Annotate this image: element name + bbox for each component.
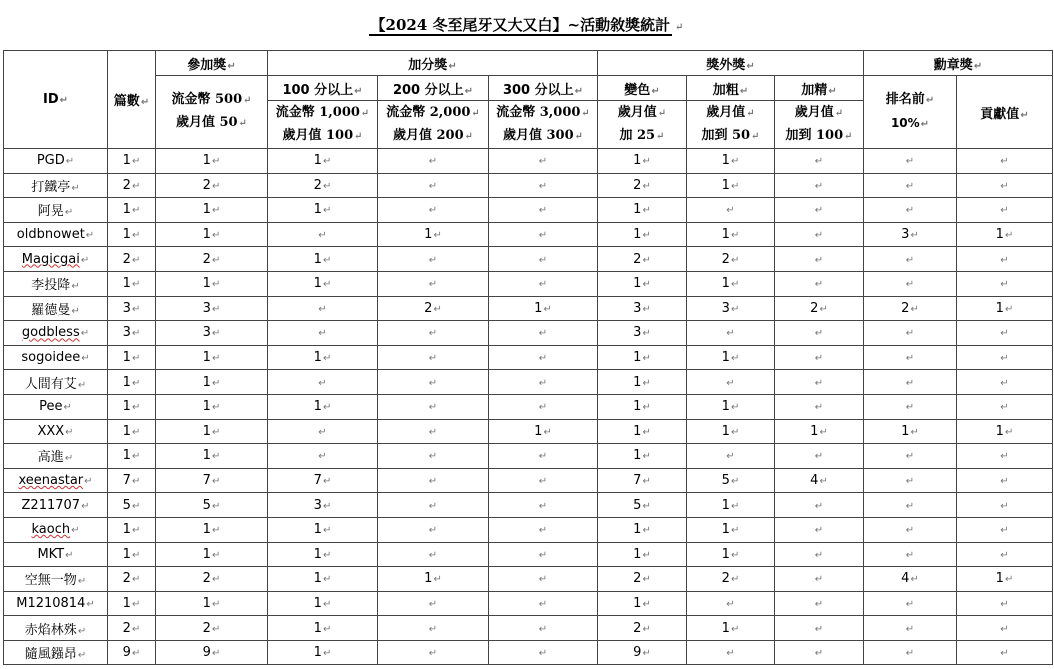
cell-fine: 4↵ [775,468,864,493]
cell-b100: ↵ [268,296,378,321]
cell-participation: 2↵ [156,173,268,198]
member-id-cell: 阿晃↵ [4,198,108,223]
cell-count: 2↵ [108,567,156,592]
cell-participation: 7↵ [156,468,268,493]
cell-participation: 1↵ [156,394,268,419]
cell-bold: 1↵ [687,394,775,419]
cell-participation: 1↵ [156,444,268,469]
cell-fine: ↵ [775,271,864,296]
cell-color: 9↵ [598,640,687,665]
cell-color: 1↵ [598,222,687,247]
cell-participation: 1↵ [156,271,268,296]
member-id-cell: 高進↵ [4,444,108,469]
member-id-cell: 打鐵亭↵ [4,173,108,198]
cell-bold: ↵ [687,370,775,395]
cell-b100: ↵ [268,370,378,395]
cell-color: 1↵ [598,517,687,542]
cell-contrib: 1↵ [957,567,1053,592]
cell-b300: 1↵ [489,419,598,444]
cell-color: 1↵ [598,419,687,444]
cell-contrib: ↵ [957,517,1053,542]
cell-b100: 1↵ [268,591,378,616]
table-row [4,222,1053,247]
cell-color: 5↵ [598,493,687,518]
cell-contrib: ↵ [957,394,1053,419]
cell-fine: ↵ [775,616,864,641]
cell-b100: 1↵ [268,616,378,641]
cell-count: 1↵ [108,394,156,419]
cell-fine: ↵ [775,173,864,198]
cell-bold: ↵ [687,640,775,665]
cell-fine: ↵ [775,567,864,592]
cell-fine: ↵ [775,345,864,370]
cell-b200: 1↵ [378,567,489,592]
header-bonus-300: 300 分以上↵ [489,76,598,101]
cell-b200: ↵ [378,345,489,370]
cell-b300: ↵ [489,198,598,223]
cell-bold: 1↵ [687,345,775,370]
cell-contrib: 1↵ [957,419,1053,444]
cell-bold: 1↵ [687,271,775,296]
cell-count: 1↵ [108,444,156,469]
member-id-cell: Magicgai↵ [4,247,108,272]
cell-b100: 1↵ [268,567,378,592]
cell-b100: ↵ [268,444,378,469]
header-bonus: 加分獎↵ [268,51,598,76]
cell-contrib: 1↵ [957,296,1053,321]
cell-contrib: ↵ [957,370,1053,395]
cell-color: 2↵ [598,616,687,641]
cell-contrib: ↵ [957,444,1053,469]
header-bonus-100-detail: 流金幣 1,000↵ 歲月值 100↵ [268,101,378,149]
cell-rank: ↵ [864,640,957,665]
cell-contrib: ↵ [957,616,1053,641]
cell-b100: ↵ [268,222,378,247]
table-row [4,591,1053,616]
cell-b200: 1↵ [378,222,489,247]
cell-bold: ↵ [687,198,775,223]
cell-b200: ↵ [378,517,489,542]
cell-count: 2↵ [108,616,156,641]
member-id-cell: 赤焰林殊↵ [4,616,108,641]
cell-contrib: ↵ [957,321,1053,346]
cell-participation: 1↵ [156,149,268,174]
cell-fine: ↵ [775,640,864,665]
cell-contrib: ↵ [957,345,1053,370]
member-id-cell: Z211707↵ [4,493,108,518]
cell-bold: 1↵ [687,149,775,174]
cell-contrib: ↵ [957,640,1053,665]
header-medal-rank: 排名前↵ 10%↵ [864,76,957,149]
cell-bold: 1↵ [687,222,775,247]
cell-contrib: ↵ [957,198,1053,223]
document-title: 【2024 冬至尾牙又大又白】~活動敘獎統計 ↵ [370,16,684,34]
cell-color: 1↵ [598,591,687,616]
table-row [4,345,1053,370]
cell-bold: 2↵ [687,247,775,272]
cell-fine: ↵ [775,222,864,247]
cell-b100: 1↵ [268,198,378,223]
cell-b300: ↵ [489,493,598,518]
table-row [4,321,1053,346]
cell-b300: ↵ [489,616,598,641]
cell-b100: 1↵ [268,517,378,542]
header-id: ID↵ [4,51,108,149]
cell-color: 1↵ [598,444,687,469]
member-id-cell: 羅德曼↵ [4,296,108,321]
table-row [4,542,1053,567]
table-row [4,640,1053,665]
cell-bold: 1↵ [687,419,775,444]
header-bonus-300-detail: 流金幣 3,000↵ 歲月值 300↵ [489,101,598,149]
cell-rank: ↵ [864,444,957,469]
cell-count: 2↵ [108,173,156,198]
cell-rank: 1↵ [864,419,957,444]
cell-count: 5↵ [108,493,156,518]
header-participation: 參加獎↵ [156,51,268,76]
cell-bold: 1↵ [687,493,775,518]
cell-b300: 1↵ [489,296,598,321]
cell-color: 1↵ [598,149,687,174]
cell-b300: ↵ [489,640,598,665]
header-participation-detail: 流金幣 500↵ 歲月值 50↵ [156,76,268,149]
cell-contrib: ↵ [957,591,1053,616]
cell-color: 2↵ [598,173,687,198]
cell-count: 7↵ [108,468,156,493]
cell-participation: 5↵ [156,493,268,518]
table-row [4,247,1053,272]
cell-b200: ↵ [378,444,489,469]
header-extra-fine-detail: 歲月值↵ 加到 100↵ [775,101,864,149]
cell-bold: 1↵ [687,173,775,198]
cell-count: 1↵ [108,198,156,223]
header-extra-fine: 加精↵ [775,76,864,101]
table-row [4,419,1053,444]
cell-rank: ↵ [864,493,957,518]
cell-b200: ↵ [378,271,489,296]
member-id-cell: 李投降↵ [4,271,108,296]
cell-contrib: ↵ [957,173,1053,198]
cell-count: 9↵ [108,640,156,665]
cell-participation: 1↵ [156,419,268,444]
cell-participation: 1↵ [156,542,268,567]
cell-count: 1↵ [108,419,156,444]
cell-rank: 3↵ [864,222,957,247]
cell-b200: ↵ [378,321,489,346]
cell-rank: ↵ [864,271,957,296]
cell-b100: 1↵ [268,542,378,567]
cell-bold: 2↵ [687,567,775,592]
cell-b300: ↵ [489,345,598,370]
member-id-cell: M1210814↵ [4,591,108,616]
cell-participation: 1↵ [156,517,268,542]
cell-bold: 5↵ [687,468,775,493]
cell-count: 1↵ [108,222,156,247]
cell-contrib: ↵ [957,271,1053,296]
cell-b100: 2↵ [268,173,378,198]
member-id-cell: xeenastar↵ [4,468,108,493]
cell-bold: 3↵ [687,296,775,321]
cell-fine: ↵ [775,149,864,174]
cell-contrib: ↵ [957,542,1053,567]
cell-rank: 2↵ [864,296,957,321]
member-id-cell: 人間有艾↵ [4,370,108,395]
cell-b300: ↵ [489,517,598,542]
cell-count: 1↵ [108,542,156,567]
header-extra: 獎外獎↵ [598,51,864,76]
cell-rank: ↵ [864,591,957,616]
cell-bold: ↵ [687,444,775,469]
cell-b100: 1↵ [268,149,378,174]
cell-b300: ↵ [489,591,598,616]
cell-b100: 1↵ [268,271,378,296]
member-id-cell: 空無一物↵ [4,567,108,592]
cell-fine: ↵ [775,444,864,469]
cell-fine: 2↵ [775,296,864,321]
cell-b300: ↵ [489,222,598,247]
table-row [4,296,1053,321]
table-row [4,370,1053,395]
cell-count: 1↵ [108,345,156,370]
cell-b100: 1↵ [268,640,378,665]
cell-b300: ↵ [489,321,598,346]
member-id-cell: 隨風鏹昂↵ [4,640,108,665]
header-extra-color-detail: 歲月值↵ 加 25↵ [598,101,687,149]
cell-b300: ↵ [489,173,598,198]
cell-b200: ↵ [378,149,489,174]
cell-b100: 1↵ [268,247,378,272]
cell-b200: ↵ [378,370,489,395]
table-row [4,394,1053,419]
cell-count: 1↵ [108,271,156,296]
cell-fine: ↵ [775,394,864,419]
cell-color: 3↵ [598,321,687,346]
cell-participation: 2↵ [156,247,268,272]
cell-contrib: ↵ [957,247,1053,272]
header-medal: 勳章獎↵ [864,51,1053,76]
cell-b100: 1↵ [268,394,378,419]
cell-count: 1↵ [108,591,156,616]
cell-b100: 1↵ [268,345,378,370]
cell-color: 1↵ [598,394,687,419]
cell-count: 1↵ [108,517,156,542]
member-id-cell: sogoidee↵ [4,345,108,370]
cell-color: 1↵ [598,542,687,567]
cell-rank: ↵ [864,321,957,346]
cell-b100: 3↵ [268,493,378,518]
cell-participation: 9↵ [156,640,268,665]
cell-participation: 1↵ [156,370,268,395]
table-row [4,149,1053,174]
cell-fine: ↵ [775,198,864,223]
cell-b200: ↵ [378,468,489,493]
cell-fine: ↵ [775,493,864,518]
cell-color: 2↵ [598,567,687,592]
table-row [4,468,1053,493]
cell-fine: ↵ [775,247,864,272]
cell-b300: ↵ [489,370,598,395]
header-bonus-200-detail: 流金幣 2,000↵ 歲月值 200↵ [378,101,489,149]
member-id-cell: kaoch↵ [4,517,108,542]
cell-rank: ↵ [864,517,957,542]
cell-contrib: ↵ [957,468,1053,493]
cell-bold: ↵ [687,321,775,346]
cell-b200: ↵ [378,640,489,665]
cell-participation: 1↵ [156,198,268,223]
cell-rank: 4↵ [864,567,957,592]
cell-bold: 1↵ [687,616,775,641]
cell-b200: ↵ [378,616,489,641]
cell-b100: ↵ [268,321,378,346]
header-medal-contribution: 貢獻值↵ [957,76,1053,149]
cell-participation: 3↵ [156,296,268,321]
cell-b100: 7↵ [268,468,378,493]
cell-b300: ↵ [489,271,598,296]
cell-b200: ↵ [378,419,489,444]
cell-color: 7↵ [598,468,687,493]
cell-participation: 2↵ [156,616,268,641]
cell-b300: ↵ [489,394,598,419]
cell-b200: ↵ [378,394,489,419]
cell-bold: 1↵ [687,517,775,542]
cell-color: 2↵ [598,247,687,272]
cell-b200: ↵ [378,591,489,616]
cell-b300: ↵ [489,149,598,174]
table-row [4,517,1053,542]
cell-b200: ↵ [378,542,489,567]
cell-participation: 2↵ [156,567,268,592]
cell-b300: ↵ [489,567,598,592]
cell-rank: ↵ [864,370,957,395]
table-row [4,444,1053,469]
cell-b300: ↵ [489,444,598,469]
cell-rank: ↵ [864,542,957,567]
cell-b300: ↵ [489,247,598,272]
table-row [4,493,1053,518]
cell-rank: ↵ [864,173,957,198]
cell-participation: 3↵ [156,321,268,346]
cell-b300: ↵ [489,542,598,567]
title-text: 【2024 冬至尾牙又大又白】~活動敘獎統計 [370,16,671,34]
table-row [4,271,1053,296]
cell-count: 2↵ [108,247,156,272]
award-table [3,50,1053,665]
cell-b200: 2↵ [378,296,489,321]
cell-rank: ↵ [864,198,957,223]
cell-color: 1↵ [598,345,687,370]
member-id-cell: Pee↵ [4,394,108,419]
cell-contrib: 1↵ [957,222,1053,247]
cell-color: 1↵ [598,370,687,395]
table-row [4,567,1053,592]
table-row [4,616,1053,641]
header-extra-color: 變色↵ [598,76,687,101]
member-id-cell: oldbnowet↵ [4,222,108,247]
cell-color: 1↵ [598,271,687,296]
cell-rank: ↵ [864,149,957,174]
cell-color: 1↵ [598,198,687,223]
cell-b200: ↵ [378,247,489,272]
cell-fine: 1↵ [775,419,864,444]
cell-participation: 1↵ [156,591,268,616]
cell-count: 3↵ [108,296,156,321]
member-id-cell: XXX↵ [4,419,108,444]
cell-contrib: ↵ [957,149,1053,174]
cell-color: 3↵ [598,296,687,321]
header-bonus-100: 100 分以上↵ [268,76,378,101]
cell-rank: ↵ [864,345,957,370]
member-id-cell: PGD↵ [4,149,108,174]
cell-count: 3↵ [108,321,156,346]
cell-count: 1↵ [108,370,156,395]
member-id-cell: godbless↵ [4,321,108,346]
cell-b300: ↵ [489,468,598,493]
cell-fine: ↵ [775,517,864,542]
cell-rank: ↵ [864,394,957,419]
cell-count: 1↵ [108,149,156,174]
header-extra-bold-detail: 歲月值↵ 加到 50↵ [687,101,775,149]
cell-b200: ↵ [378,173,489,198]
header-bonus-200: 200 分以上↵ [378,76,489,101]
member-id-cell: MKT↵ [4,542,108,567]
header-extra-bold: 加粗↵ [687,76,775,101]
cell-fine: ↵ [775,542,864,567]
cell-contrib: ↵ [957,493,1053,518]
cell-participation: 1↵ [156,345,268,370]
cell-rank: ↵ [864,616,957,641]
cell-fine: ↵ [775,321,864,346]
cell-b200: ↵ [378,493,489,518]
table-row [4,173,1053,198]
cell-b100: ↵ [268,419,378,444]
cell-rank: ↵ [864,247,957,272]
cell-bold: ↵ [687,591,775,616]
table-row [4,198,1053,223]
cell-fine: ↵ [775,591,864,616]
cell-b200: ↵ [378,198,489,223]
cell-bold: 1↵ [687,542,775,567]
cell-rank: ↵ [864,468,957,493]
header-count: 篇數↵ [108,51,156,149]
cell-participation: 1↵ [156,222,268,247]
cell-fine: ↵ [775,370,864,395]
